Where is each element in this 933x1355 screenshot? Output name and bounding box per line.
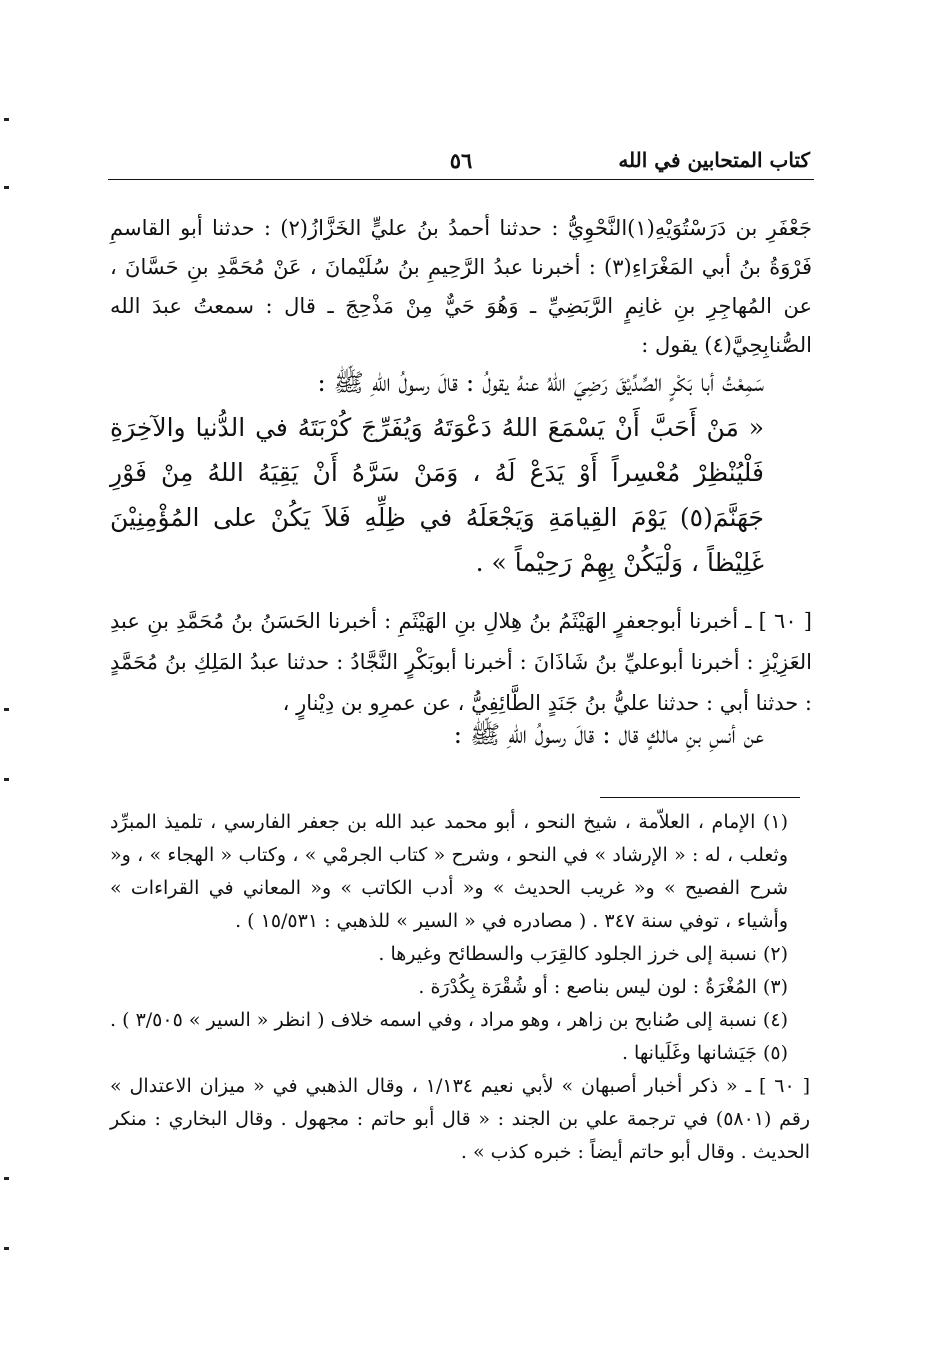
footnote-5: (٥) جَيَشانها وغَلَيانها .: [621, 1042, 788, 1064]
hadith-block: [110, 360, 812, 585]
hadith-60-opening: [110, 712, 812, 757]
footnote-60: [ ٦٠ ] ـ « ذكر أخبار أصبهان » لأبي نعيم ١/١٣٤ ، وقال الذهبي في « ميزان الاعتدال » رقم (٥٨٠١) في ترجمة علي بن الجند : « قال أبو حاتم : مجهول . وقال البخاري : منكر الحديث . وقال أبو حاتم أيضاً : خبره كذب » .: [110, 1075, 811, 1163]
margin-mark: [4, 708, 9, 711]
footnote-3: (٣) المُغْرَةُ : لون ليس بناصع : أو شُقْرَة بِكُدْرَة .: [418, 976, 788, 998]
footnotes: [110, 806, 810, 1169]
running-header: [108, 140, 814, 180]
hadith-60-speech: عن أنسِ بنِ مالكٍ قال : قالَ رسولُ اللهِ ﷺ :: [453, 720, 764, 749]
footnote-rule: [600, 797, 800, 798]
margin-mark: [4, 1177, 9, 1180]
hadith-60-chain: [ ٦٠ ] ـ أخبرنا أبوجعفرٍ الهَيْثَمُ بنُ هِلالِ بنِ الهَيْثَمِ : أخبرنا الحَسَنُ بنُ مُحَمَّدِ بنِ عبدِ العَزِيْزِ : أخبرنا أبوعليِّ بنُ شَاذَانَ : أخبرنا أبوبَكْرٍ النَّجَّادُ : حدثنا عبدُ المَلِكِ بنُ مُحَمَّدٍ : حدثنا أبي : حدثنا عليُّ بنُ جَنَدٍ الطَّائِفِيُّ ، عن عمرِو بن دِيْنارٍ ،: [110, 609, 812, 715]
isnad-intro: جَعْفَرِ بن دَرَسْتُوَيْهِ(١)النَّحْوِيُّ : حدثنا أحمدُ بنُ عليٍّ الخَزَّازُ(٢) : حدثنا أبو القاسمِ فَرْوَةُ بنُ أبي المَغْرَاءِ(٣) : أخبرنا عبدُ الرَّحِيمِ بنُ سُلَيْمانَ ، عَنْ مُحَمَّدِ بنِ حَسَّانَ ، عن المُهاجِرِ بنِ غانِمٍ الرَّبَضِيِّ ـ وَهُوَ حَيٌّ مِنْ مَذْحِجَ ـ قال : سمعتُ عبدَ الله الصُّنابِحِيَّ(٤) يقول :: [110, 216, 812, 357]
margin-mark: [4, 186, 9, 189]
page-number: ٥٦: [449, 148, 473, 173]
footnote-1: (١) الإمام ، العلاّمة ، شيخ النحو ، أبو محمد عبد الله بن جعفر الفارسي ، تلميذ المبرِّد وثعلب ، له : « الإرشاد » في النحو ، وشرح « كتاب الجرمْي » ، وكتاب « الهجاء » ، و« شرح الفصيح » و« غريب الحديث » و« أدب الكاتب » و« المعاني في القراءات » وأشياء ، توفي سنة ٣٤٧ . ( مصادره في « السير » للذهبي : ١٥/٥٣١ ) .: [110, 811, 789, 932]
margin-mark: [4, 778, 9, 781]
book-title: كتاب المتحابين في الله: [618, 148, 810, 172]
footnote-4: (٤) نسبة إلى صُنابح بن زاهر ، وهو مراد ، وفي اسمه خلاف ( انظر « السير » ٣/٥٠٥ ) .: [110, 1009, 788, 1031]
hadith-text: « مَنْ أَحَبَّ أَنْ يَسْمَعَ اللهُ دَعْوَتَهُ وَيُفَرِّجَ كُرْبَتَهُ في الدُّنيا والآخِرَةِ فَلْيُنْظِرْ مُعْسِراً أَوْ يَدَعْ لَهُ ، وَمَنْ سَرَّهُ أَنْ يَقِيَهُ اللهُ مِنْ فَوْرِ جَهَنَّمَ(٥) يَوْمَ القِيامَةِ وَيَجْعَلَهُ في ظِلِّهِ فَلاَ يَكُنْ على المُؤْمِنِيْنَ غَلِيْظاً ، وَلْيَكُنْ بِهِمْ رَحِيْماً » .: [110, 413, 764, 577]
header-rule: [108, 179, 814, 180]
hadith-opening: سَمِعْتُ أبا بَكْرٍ الصِّدِّيْقَ رَضِيَ اللهُ عنهُ يقولُ : قالَ رسولُ اللهِ ﷺ :: [317, 368, 764, 397]
margin-mark: [4, 1247, 9, 1250]
margin-mark: [4, 118, 9, 121]
footnote-2: (٢) نسبة إلى خرز الجلود كالقِرَب والسطائح وغيرها .: [378, 943, 788, 965]
